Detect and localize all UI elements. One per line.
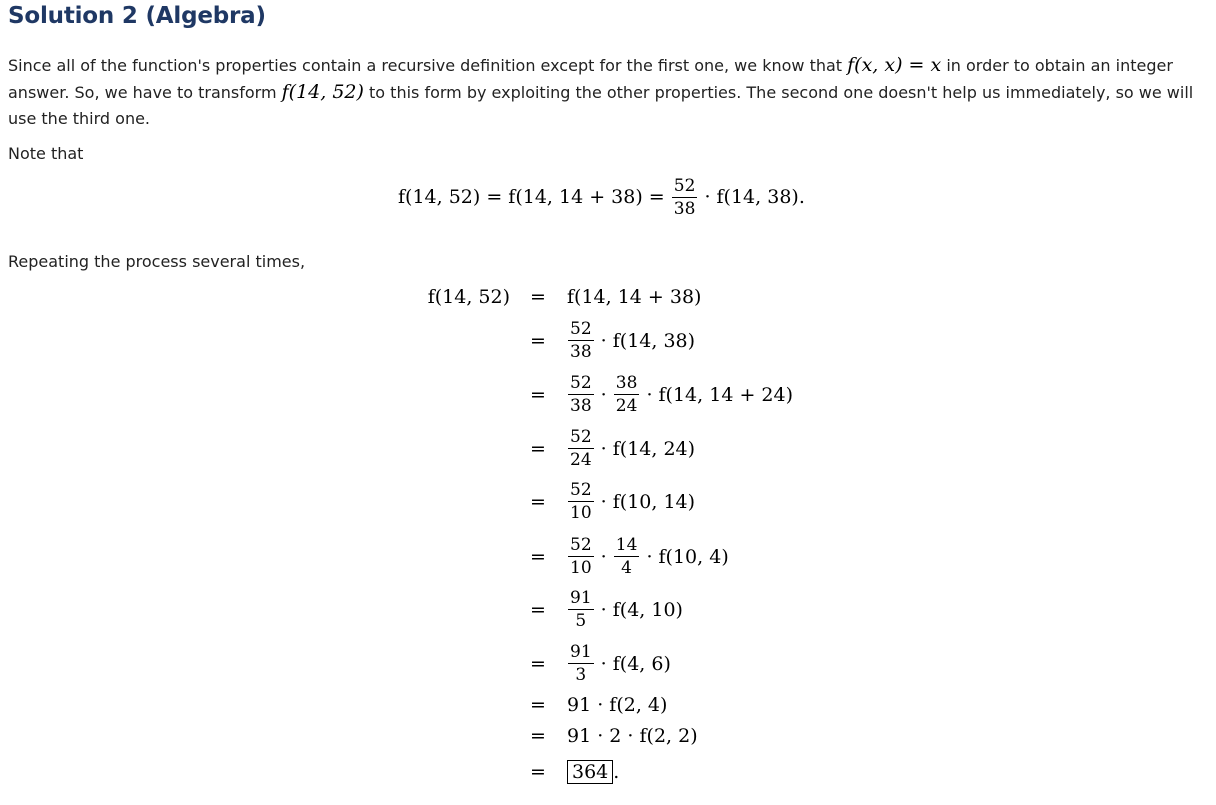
equals-sign: =	[530, 438, 546, 460]
fraction	[614, 375, 640, 415]
display-equation-lhs: f(14, 52) = f(14, 14 + 38) =	[398, 186, 671, 208]
expression: · f(14, 14 + 24)	[640, 384, 793, 406]
fraction-numerator: 52	[570, 319, 592, 339]
derivation-rhs	[567, 694, 667, 716]
derivation-lhs: f(14, 52)	[427, 286, 510, 308]
display-equation	[398, 178, 805, 218]
fraction-numerator: 52	[570, 535, 592, 555]
expression: · f(10, 14)	[594, 491, 696, 513]
fraction	[614, 537, 640, 577]
derivation-rhs	[567, 429, 695, 469]
equals-sign: =	[530, 491, 546, 513]
derivation-rhs	[567, 760, 619, 784]
intro-text-2: in order to obtain an integer answer. So, we have to transform	[8, 56, 1173, 102]
fraction-numerator: 14	[615, 535, 638, 555]
derivation-rhs	[567, 725, 698, 747]
derivation-rhs	[567, 590, 683, 630]
inline-math-fxx: f(x, x) = x	[847, 54, 942, 76]
equals-sign: =	[530, 653, 546, 675]
derivation-rhs	[567, 375, 793, 415]
expression: · f(14, 24)	[594, 438, 696, 460]
fraction-numerator: 91	[570, 642, 592, 662]
expression: .	[613, 761, 620, 783]
fraction	[568, 321, 594, 361]
fraction-numerator: 52	[570, 480, 592, 500]
multiplication-dot: ·	[594, 546, 613, 568]
fraction-numerator: 52	[673, 176, 696, 196]
intro-text-3: to this form by exploiting the other properties. The second one doesn't help us immediately, so we will use the third one.	[8, 83, 1194, 128]
fraction-denominator: 3	[575, 665, 587, 685]
boxed-answer: 364	[567, 760, 613, 784]
fraction-denominator: 24	[570, 450, 592, 470]
fraction-numerator: 91	[570, 588, 592, 608]
equals-sign: =	[530, 330, 546, 352]
expression: 91 · f(2, 4)	[567, 694, 668, 716]
derivation-rhs	[567, 286, 701, 308]
fraction-denominator: 38	[570, 342, 592, 362]
fraction-denominator: 5	[575, 611, 587, 631]
equals-sign: =	[530, 694, 546, 716]
fraction-denominator: 10	[570, 558, 592, 578]
expression: · f(10, 4)	[640, 546, 729, 568]
inline-math-f1452: f(14, 52)	[281, 81, 364, 103]
derivation-rhs	[567, 482, 695, 522]
fraction-denominator: 24	[615, 396, 638, 416]
fraction	[568, 429, 594, 469]
equals-sign: =	[530, 384, 546, 406]
expression: f(14, 14 + 38)	[567, 286, 702, 308]
expression: · f(4, 10)	[594, 599, 683, 621]
fraction	[568, 644, 594, 684]
equals-sign: =	[530, 761, 546, 783]
fraction-denominator: 38	[673, 199, 696, 219]
fraction-denominator: 10	[570, 503, 592, 523]
derivation-rhs	[567, 644, 671, 684]
expression: 91 · 2 · f(2, 2)	[567, 725, 698, 747]
fraction	[568, 537, 594, 577]
fraction	[672, 178, 698, 218]
derivation-rhs	[567, 321, 695, 361]
fraction-denominator: 38	[570, 396, 592, 416]
equals-sign: =	[530, 599, 546, 621]
fraction	[568, 590, 594, 630]
fraction-numerator: 52	[570, 427, 592, 447]
fraction-numerator: 38	[615, 373, 638, 393]
fraction-denominator: 4	[621, 558, 632, 578]
intro-text-1: Since all of the function's properties contain a recursive definition except for the first one, we know that	[8, 56, 848, 75]
fraction	[568, 482, 594, 522]
display-equation-rhs: · f(14, 38).	[698, 186, 805, 208]
equals-sign: =	[530, 725, 546, 747]
equals-sign: =	[530, 546, 546, 568]
expression: · f(4, 6)	[594, 653, 671, 675]
expression: · f(14, 38)	[594, 330, 696, 352]
multiplication-dot: ·	[594, 384, 613, 406]
note-paragraph: Note that	[8, 144, 84, 163]
fraction-numerator: 52	[570, 373, 592, 393]
fraction	[568, 375, 594, 415]
repeat-paragraph: Repeating the process several times,	[8, 252, 306, 271]
intro-paragraph	[8, 52, 1202, 132]
solution-heading: Solution 2 (Algebra)	[8, 3, 266, 29]
equals-sign: =	[530, 286, 546, 308]
derivation-rhs	[567, 537, 729, 577]
